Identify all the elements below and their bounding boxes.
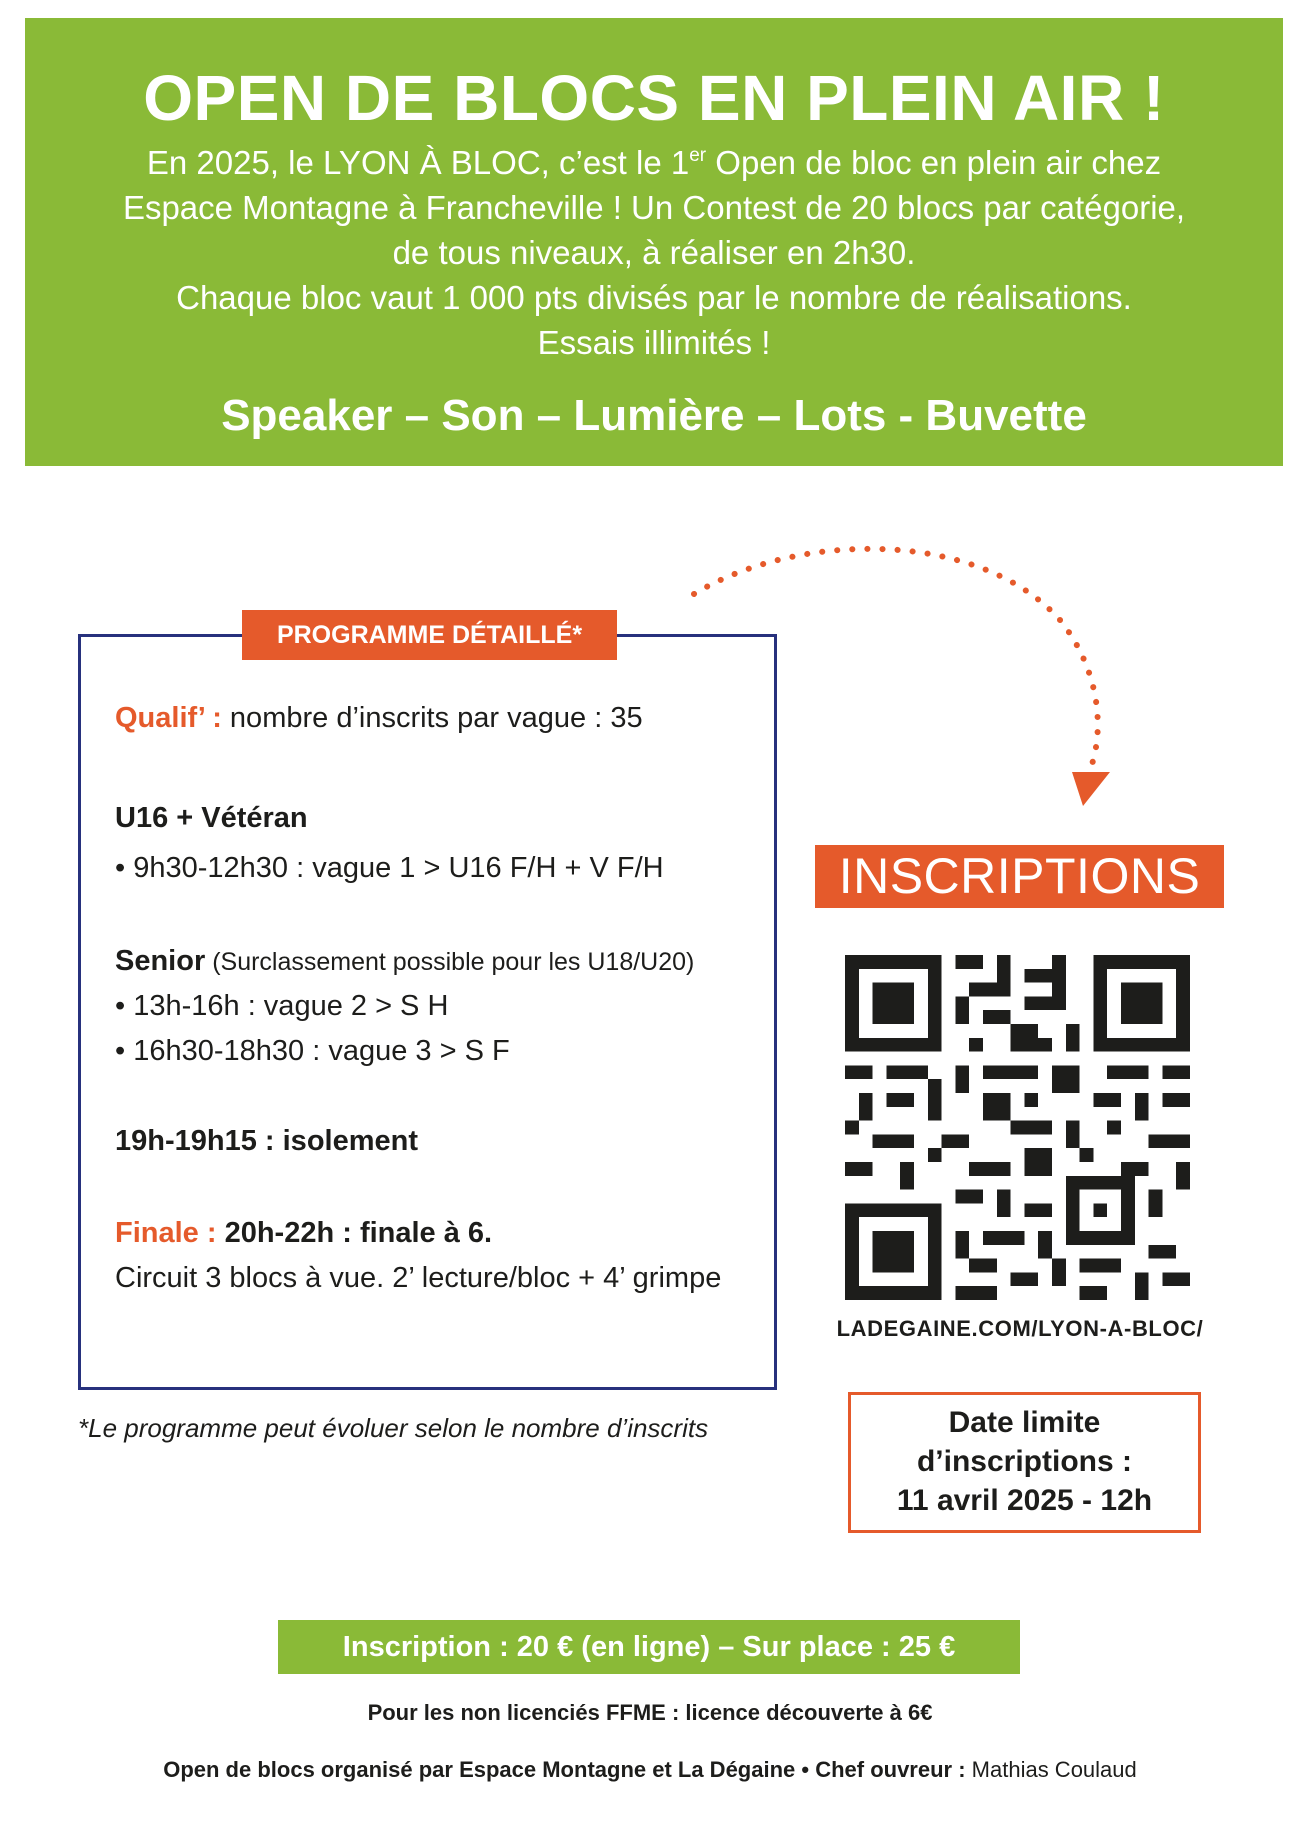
inscriptions-heading: INSCRIPTIONS bbox=[815, 845, 1224, 908]
banner-line-3: de tous niveaux, à réaliser en 2h30. bbox=[392, 234, 916, 271]
opener-name: Mathias Coulaud bbox=[965, 1757, 1137, 1782]
price-bar: Inscription : 20 € (en ligne) – Sur place : 25 € bbox=[278, 1620, 1020, 1674]
qualif-line bbox=[115, 700, 643, 736]
qualif-label: Qualif’ : bbox=[115, 702, 222, 734]
u16-heading: U16 + Vétéran bbox=[115, 802, 308, 834]
banner-description bbox=[55, 140, 1253, 365]
organiser-line bbox=[0, 1757, 1300, 1783]
finale-label: Finale : bbox=[115, 1217, 217, 1249]
deadline-line-1: Date limite bbox=[948, 1406, 1101, 1439]
banner-line-2: Espace Montagne à Francheville ! Un Contest de 20 blocs par catégorie, bbox=[122, 189, 1186, 226]
finale-text: 20h-22h : finale à 6. bbox=[216, 1217, 493, 1249]
senior-item-1: • 13h-16h : vague 2 > S H bbox=[115, 990, 449, 1022]
banner-tagline: Speaker – Son – Lumière – Lots - Buvette bbox=[221, 391, 1087, 440]
registration-url[interactable]: LADEGAINE.COM/LYON-A-BLOC/ bbox=[836, 1316, 1204, 1341]
banner-line-1-superscript: er bbox=[689, 145, 707, 166]
deadline-line-2: d’inscriptions : bbox=[916, 1445, 1132, 1478]
page-title: OPEN DE BLOCS EN PLEIN AIR ! bbox=[143, 62, 1165, 134]
qualif-text: nombre d’inscrits par vague : 35 bbox=[221, 702, 643, 734]
senior-note: (Surclassement possible pour les U18/U20) bbox=[205, 948, 695, 976]
qr-code-icon[interactable] bbox=[845, 955, 1190, 1300]
senior-item-2: • 16h30-18h30 : vague 3 > S F bbox=[115, 1035, 510, 1067]
finale-line bbox=[115, 1215, 492, 1251]
header-banner bbox=[25, 18, 1283, 466]
banner-line-1 bbox=[55, 140, 1253, 185]
isolement-line: 19h-19h15 : isolement bbox=[115, 1125, 418, 1157]
banner-line-4: Chaque bloc vaut 1 000 pts divisés par le nombre de réalisations. bbox=[176, 279, 1132, 316]
organiser-text: Open de blocs organisé par Espace Montagne et La Dégaine • Chef ouvreur : bbox=[163, 1757, 966, 1782]
senior-line bbox=[115, 943, 694, 980]
programme-heading-tag: PROGRAMME DÉTAILLÉ* bbox=[242, 610, 617, 660]
finale-detail: Circuit 3 blocs à vue. 2’ lecture/bloc + 4’ grimpe bbox=[115, 1262, 722, 1294]
u16-item-1: • 9h30-12h30 : vague 1 > U16 F/H + V F/H bbox=[115, 852, 664, 884]
senior-heading: Senior bbox=[115, 945, 206, 977]
licence-note: Pour les non licenciés FFME : licence découverte à 6€ bbox=[367, 1700, 933, 1725]
programme-footnote: *Le programme peut évoluer selon le nombre d’inscrits bbox=[78, 1413, 709, 1443]
banner-line-1-end: Open de bloc en plein air chez bbox=[706, 144, 1162, 181]
banner-line-1-start: En 2025, le LYON À BLOC, c’est le 1 bbox=[146, 144, 690, 181]
deadline-box bbox=[848, 1392, 1201, 1533]
banner-line-5: Essais illimités ! bbox=[537, 324, 771, 361]
deadline-line-3: 11 avril 2025 - 12h bbox=[896, 1484, 1153, 1517]
